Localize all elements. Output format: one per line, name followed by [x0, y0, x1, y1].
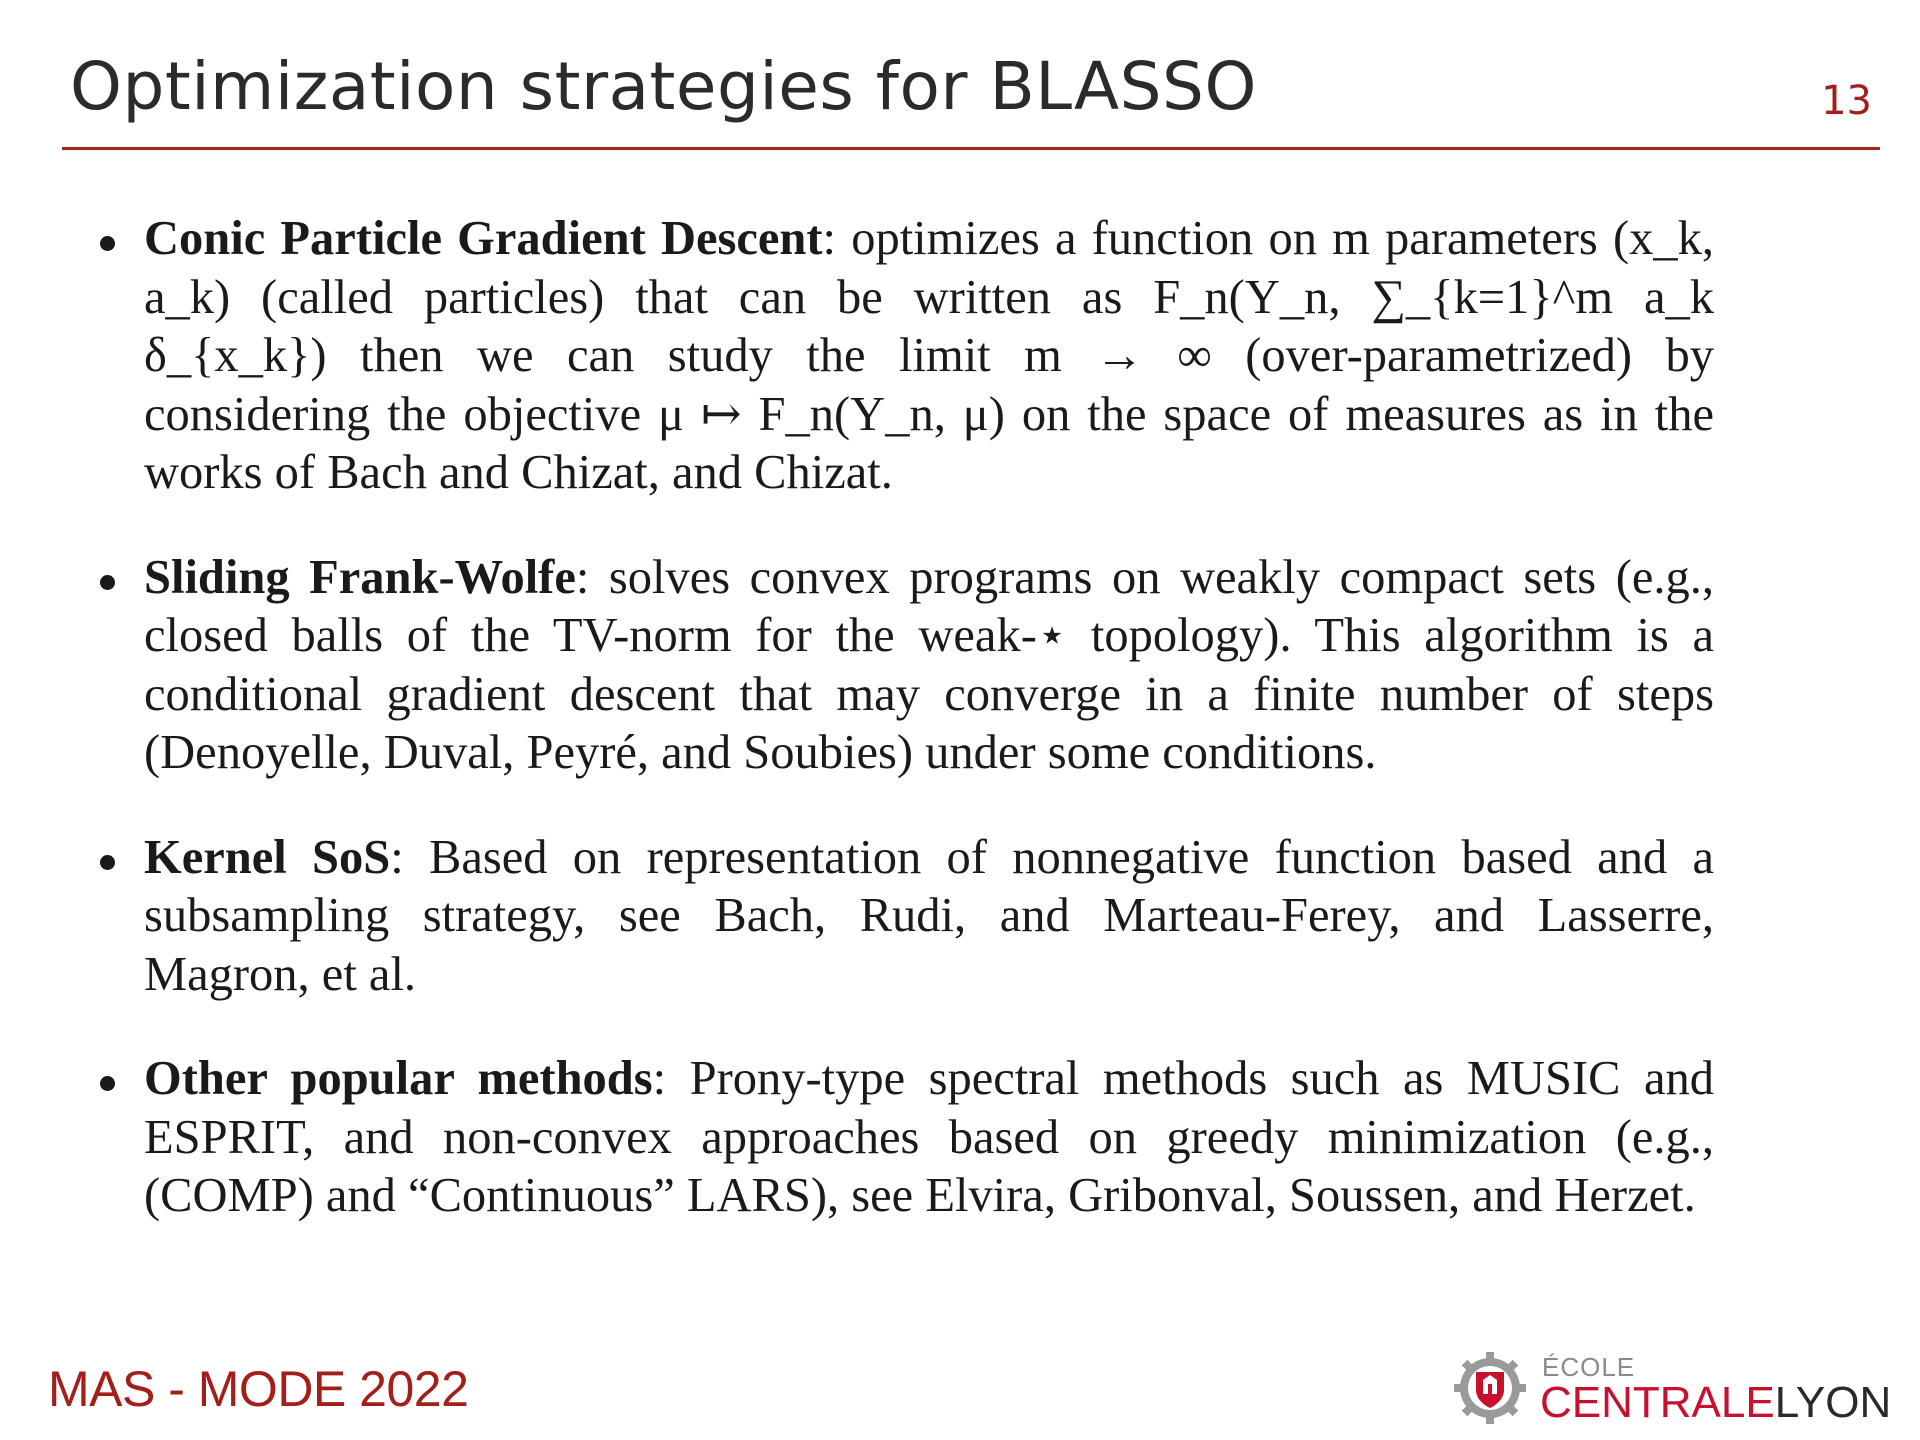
- page-number: 13: [1821, 78, 1872, 124]
- logo-centrale-text: CENTRALE: [1540, 1378, 1775, 1427]
- bullet-dot: [100, 575, 115, 590]
- item-heading: Sliding Frank-Wolfe: [144, 550, 576, 604]
- logo-ecole-text: ÉCOLE: [1542, 1352, 1636, 1382]
- logo-lyon-text: LYON: [1774, 1378, 1892, 1427]
- slide-title: Optimization strategies for BLASSO: [70, 48, 1257, 125]
- list-item: [92, 210, 1722, 503]
- footer-event: MAS - MODE 2022: [48, 1361, 469, 1417]
- item-text: [144, 829, 1714, 1005]
- item-body: : optimizes a function on m parameters (x_k, a_k) (called particles) that can be written as F_n(Y_n, ∑_{k=1}^m a_k δ_{x_k}) then we can study the limit m → ∞ (over-parametrized) by considering the objective μ ↦ F_n(Y_n, μ) on the space of measures as in the works of Bach and Chizat, and Chizat.: [144, 212, 1714, 499]
- logo-name: [1540, 1378, 1891, 1428]
- list-item: [92, 1050, 1722, 1226]
- item-text: [144, 210, 1714, 503]
- title-divider: [62, 147, 1880, 150]
- item-body: : Prony-type spectral methods such as MUSIC and ESPRIT, and non-convex approaches based on greedy minimization (e.g., (COMP) and “Continuous” LARS), see Elvira, Gribonval, Soussen, and Herzet.: [144, 1052, 1714, 1222]
- bullet-dot: [100, 855, 115, 870]
- gear-shield-icon: [1450, 1348, 1530, 1428]
- list-item: [92, 549, 1722, 783]
- item-heading: Conic Particle Gradient Descent: [144, 212, 823, 265]
- list-item: [92, 829, 1722, 1005]
- bullet-dot: [100, 236, 115, 251]
- item-body: : Based on representation of nonnegative function based and a subsampling strategy, see Bach, Rudi, and Marteau-Ferey, and Lasserre, Magron, et al.: [144, 830, 1714, 1001]
- item-text: [144, 1050, 1714, 1226]
- item-heading: Other popular methods: [144, 1052, 653, 1105]
- ecole-centrale-lyon-logo: [1450, 1348, 1890, 1428]
- item-body: : solves convex programs on weakly compact sets (e.g., closed balls of the TV-norm for the weak-⋆ topology). This algorithm is a conditional gradient descent that may converge in a finite number of steps (Denoyelle, Duval, Peyré, and Soubies) under some conditions.: [144, 550, 1714, 779]
- item-heading: Kernel SoS: [144, 830, 391, 884]
- bullet-dot: [100, 1076, 115, 1091]
- bullet-list: [92, 210, 1722, 1272]
- item-text: [144, 549, 1714, 783]
